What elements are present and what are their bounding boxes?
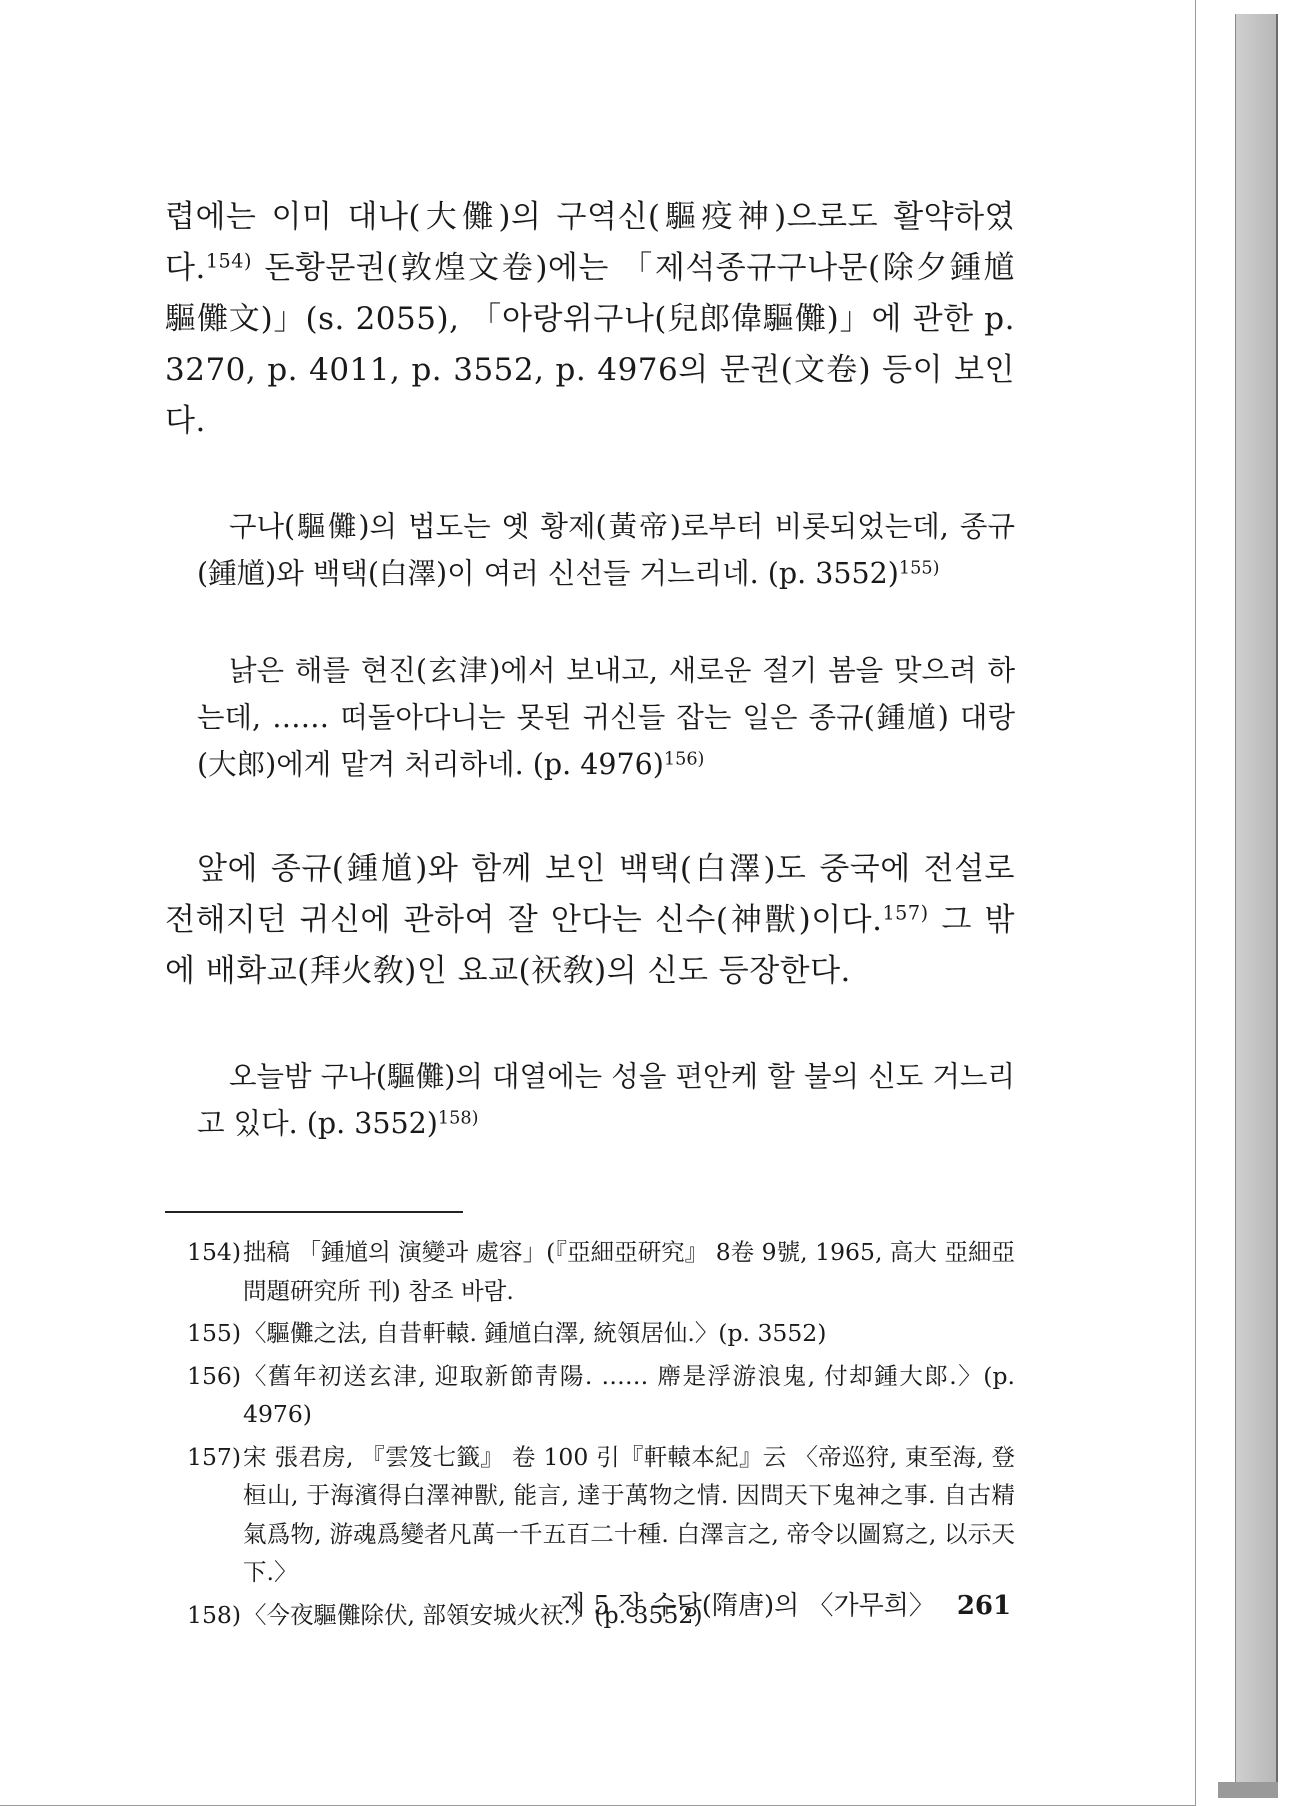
footnote-154: 154) 拙稿 「鍾馗의 演變과 處容」(『亞細亞硏究』 8卷 9號, 1965, 高大 亞細亞問題硏究所 刊) 참조 바람. [187,1238,1015,1305]
footnote-ref-155[interactable]: 155) [898,558,940,579]
page-number: 261 [956,1591,1012,1621]
footnote-157: 157) 宋 張君房, 『雲笈七籤』 卷 100 引『軒轅本紀』云 〈帝巡狩, 東至海, 登桓山, 于海濱得白澤神獸, 能言, 達于萬物之情. 因問天下鬼神之事. 自古精氣爲物, 游魂爲變者凡萬一千五百二十種. 白澤言之, 帝令以圖寫之, 以示天下.〉 [187,1442,1015,1586]
body-paragraph-1: 렵에는 이미 대나(大儺)의 구역신(驅疫神)으로도 활약하였다.$^{154)}$ 돈황문권(敦煌文卷)에는 「제석종규구나문(除夕鍾馗驅儺文)」(s. 2055), 「아랑위구나(兒郎偉驅儺)」에 관한 p. 3270, p. 4011, p. 3552, p. 4976의 문권(文卷) 등이 보인다. [165,199,1016,439]
quote-block-3: 오늘밤 구나(驅儺)의 대열에는 성을 편안케 할 불의 신도 거느리고 있다. (p. 3552)$^{158)}$ [197,1060,1015,1140]
running-footer [560,1588,1012,1624]
footnotes [187,1233,1015,1634]
quote-block-1: 구나(驅儺)의 법도는 옛 황제(黃帝)로부터 비롯되었는데, 종규(鍾馗)와 백택(白澤)이 여러 신선들 거느리네. (p. 3552)$^{155)}$ [197,510,1015,590]
footnote-156: 156) 〈舊年初送玄津, 迎取新節靑陽. …… 廗是浮游浪鬼, 付却鍾大郞.〉(p. 4976) [187,1361,1015,1428]
quote-block-2: 낡은 해를 현진(玄津)에서 보내고, 새로운 절기 봄을 맞으려 하는데, …… 떠돌아다니는 못된 귀신들 잡는 일은 종규(鍾馗) 대랑(大郎)에게 맡겨 처리하네. (p. 4976)$^{156)}$ [197,654,1015,781]
book-edge [1196,0,1296,1806]
body-paragraph-2: 앞에 종규(鍾馗)와 함께 보인 백택(白澤)도 중국에 전설로 전해지던 귀신에 관하여 잘 안다는 신수(神獸)이다.$^{157)}$ 그 밖에 배화교(拜火敎)인 요교(祆敎)의 신도 등장한다. [165,851,1015,989]
footnote-ref-154[interactable]: 154) [205,249,252,273]
footnote-ref-157[interactable]: 157) [882,901,929,925]
footnote-ref-156[interactable]: 156) [663,749,705,770]
footnote-ref-158[interactable]: 158) [437,1108,479,1129]
chapter-title: 제 5 장 수당(隋唐)의 〈가무희〉 [560,1591,935,1621]
footnote-158: 158) 〈今夜驅儺除伏, 部領安城火祆.〉(p. 3552) [187,1600,703,1629]
footnote-divider [165,1211,463,1213]
page-content [165,192,1015,1638]
footnote-155: 155) 〈驅儺之法, 自昔軒轅. 鍾馗白澤, 統領居仙.〉(p. 3552) [187,1319,827,1347]
